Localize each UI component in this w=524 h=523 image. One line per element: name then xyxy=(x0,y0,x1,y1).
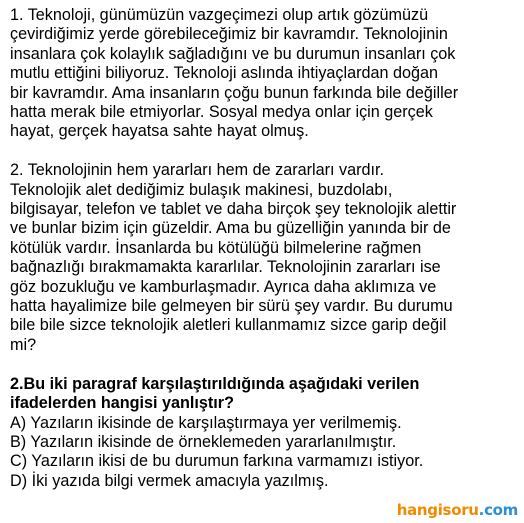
answer-options xyxy=(10,414,520,492)
site-watermark xyxy=(397,501,518,519)
question-stem xyxy=(10,375,520,414)
option-d: D) İki yazıda bilgi vermek amacıyla yazılmış. xyxy=(10,471,329,490)
paragraph-line: 2. Teknolojinin hem yararları hem de zararları vardır. xyxy=(10,161,384,180)
paragraph-line: Teknolojik alet dediğimiz bulaşık makinesi, buzdolabı, xyxy=(10,180,393,199)
paragraph-spacer xyxy=(10,142,520,161)
option-a: A) Yazıların ikisinde de karşılaştırmaya yer verilmemiş. xyxy=(10,413,402,432)
paragraph-line: bir kavramdır. Ama insanların çoğu bunun farkında bile değiller xyxy=(10,83,459,102)
option-b: B) Yazıların ikisinde de örneklemeden yararlanılmıştır. xyxy=(10,432,397,451)
question-line: 2.Bu iki paragraf karşılaştırıldığında aşağıdaki verilen xyxy=(10,374,420,393)
paragraph-line: göz bozukluğu ve kamburlaşmadır. Ayrıca daha aklımıza ve xyxy=(10,277,437,296)
paragraph-line: hayat, gerçek hayatsa sahte hayat olmuş. xyxy=(10,122,309,141)
paragraph-line: hatta hayalimize bile gelmeyen bir sürü şey vardır. Bu durumu xyxy=(10,297,453,316)
watermark-brand: hangisoru xyxy=(396,501,479,519)
option-c: C) Yazıların ikisi de bu durumun farkına varmamızı istiyor. xyxy=(10,452,424,471)
paragraph-line: kötülük vardır. İnsanlarda bu kötülüğü bilmelerine rağmen xyxy=(10,238,422,257)
paragraph-line: hatta merak bile etmiyorlar. Sosyal medya onlar için gerçek xyxy=(10,103,433,122)
paragraph-line: bile bile sizce teknolojik aletleri kullanmamız sizce garip değil xyxy=(10,316,447,335)
paragraph-line: bağnazlığı bırakmamakta kararlılar. Teknolojinin zararları ise xyxy=(10,258,441,277)
paragraph-1 xyxy=(10,6,520,142)
paragraph-2 xyxy=(10,161,520,355)
document xyxy=(10,6,520,491)
paragraph-line: mi? xyxy=(10,335,37,354)
paragraph-line: çevirdiğimiz yerde görebileceğimiz bir kavramdır. Teknolojinin xyxy=(10,25,448,44)
paragraph-line: ve bunlar bizim için güzeldir. Ama bu güzelliğin yanında bir de xyxy=(10,219,451,238)
paragraph-line: insanlara çok kolaylık sağladığını ve bu durumun insanları çok xyxy=(10,44,456,63)
paragraph-line: bilgisayar, telefon ve tablet ve daha birçok şey teknolojik alettir xyxy=(10,200,457,219)
paragraph-line: mutlu ettiğini biliyoruz. Teknoloji aslında ihtiyaçlardan doğan xyxy=(10,64,439,83)
question-line: ifadelerden hangisi yanlıştır? xyxy=(10,394,234,413)
watermark-tld: .com xyxy=(478,501,518,519)
paragraph-spacer xyxy=(10,355,520,374)
paragraph-line: 1. Teknoloji, günümüzün vazgeçimezi olup artık gözümüzü xyxy=(10,6,429,24)
